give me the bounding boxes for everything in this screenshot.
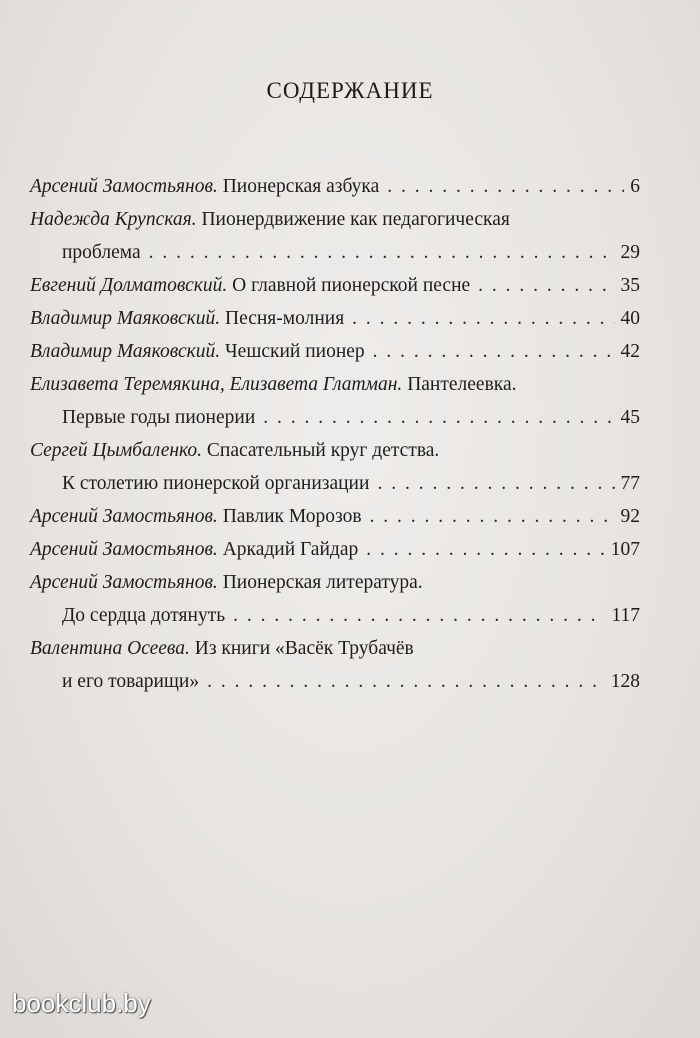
toc-entry [30,203,640,269]
toc-title: Пионерская азбука [222,176,380,197]
toc-author: Евгений Долматовский. [30,275,228,296]
toc-author: Арсений Замостьянов. [30,539,218,560]
toc-title: Песня-молния [224,308,345,329]
toc-author: Арсений Замостьянов. [30,176,218,197]
toc-page-number: 40 [620,308,640,329]
dot-leader [352,302,614,335]
toc-title: Из книги «Васёк Трубачёв [194,638,414,659]
dot-leader [233,599,605,632]
toc-entry [30,632,640,698]
toc-author: Арсений Замостьянов. [30,506,218,527]
dot-leader [263,401,614,434]
dot-leader [366,533,605,566]
toc-title: Спасательный круг детства. [206,440,440,461]
site-watermark: bookclub.by [12,988,151,1018]
dot-leader [370,500,615,533]
toc-page-number: 92 [620,506,640,527]
dot-leader [478,269,614,302]
toc-title: Пионердвижение как педагогическая [201,209,510,230]
toc-entry [30,170,640,203]
toc-title: Пионерская литература. [222,572,423,593]
toc-title: О главной пионерской песне [232,275,471,296]
toc-page-number: 77 [620,473,640,494]
toc-author: Владимир Маяковский. [30,341,221,362]
dot-leader [387,170,624,203]
toc-entry [30,269,640,302]
page-title: СОДЕРЖАНИЕ [266,78,434,103]
toc-entry [30,302,640,335]
toc-entry [30,533,640,566]
toc-entry [30,368,640,434]
toc-title-continuation: проблема [62,242,141,263]
dot-leader [373,335,615,368]
toc-page-number: 35 [620,275,640,296]
toc-author: Елизавета Теремякина, Елизавета Глатман. [30,374,403,395]
toc-page-number: 128 [610,671,640,692]
toc-page-number: 29 [620,242,640,263]
toc-page-number: 117 [611,605,640,626]
dot-leader [207,665,605,698]
toc-title-continuation: Первые годы пионерии [62,407,256,428]
toc-page-number: 45 [620,407,640,428]
toc-page-number: 107 [610,539,640,560]
toc-author: Сергей Цымбаленко. [30,440,203,461]
toc-page-number: 6 [630,176,640,197]
toc-author: Надежда Крупская. [30,209,197,230]
toc-title: Пантелеевка. [407,374,517,395]
toc-entry [30,566,640,632]
toc-title-continuation: К столетию пионерской организации [62,473,370,494]
toc-title-continuation: До сердца дотянуть [62,605,226,626]
dot-leader [377,467,614,500]
toc-author: Арсений Замостьянов. [30,572,218,593]
toc-entry [30,335,640,368]
toc-title: Павлик Морозов [222,506,362,527]
toc-title: Аркадий Гайдар [222,539,359,560]
dot-leader [149,236,615,269]
toc-entry [30,500,640,533]
toc-author: Валентина Осеева. [30,638,190,659]
toc-title: Чешский пионер [224,341,365,362]
toc-page-number: 42 [620,341,640,362]
toc-title-continuation: и его товарищи» [62,671,200,692]
toc-author: Владимир Маяковский. [30,308,221,329]
table-of-contents [30,170,640,698]
toc-entry [30,434,640,500]
